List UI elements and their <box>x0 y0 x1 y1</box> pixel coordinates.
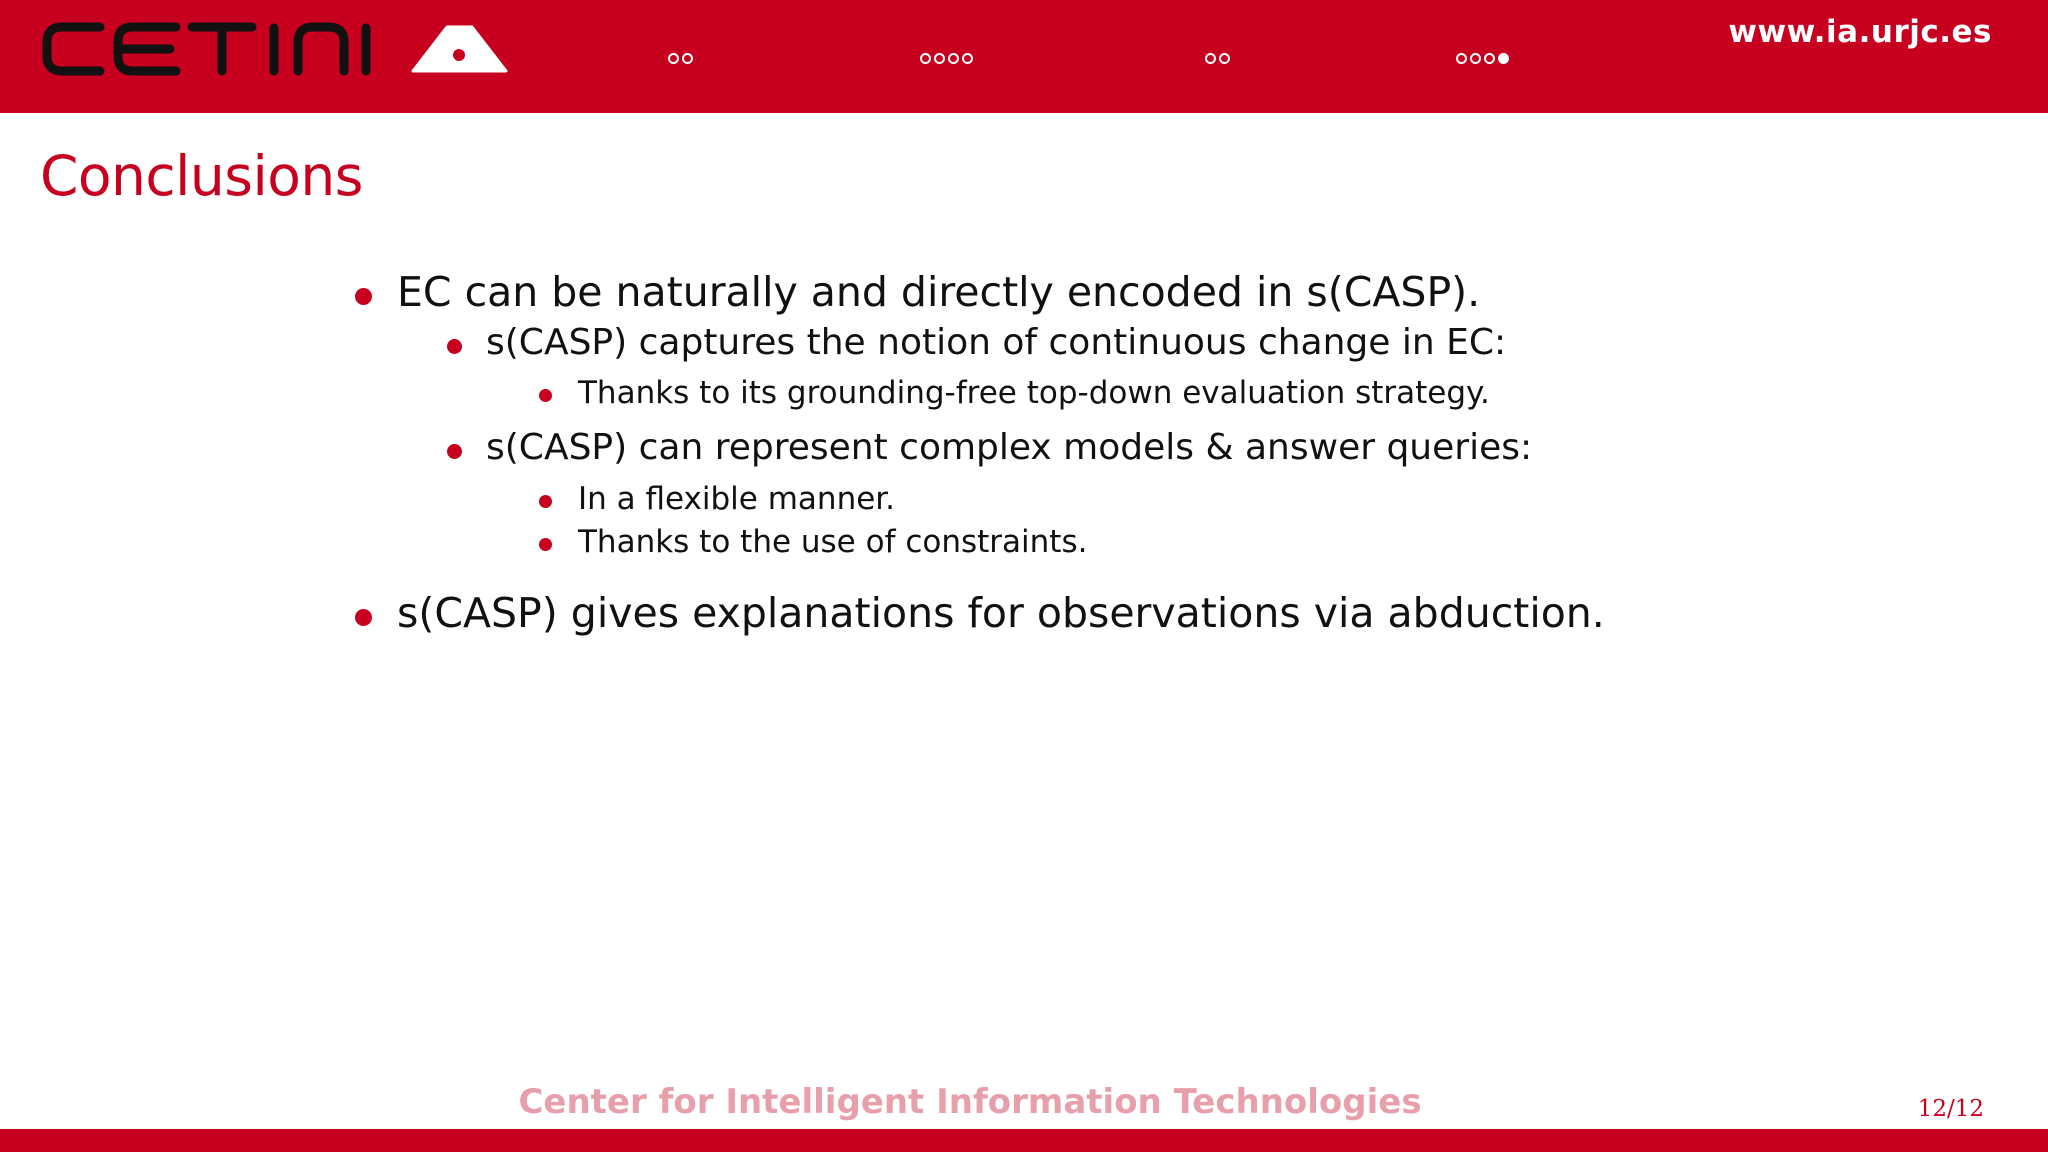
site-url: www.ia.urjc.es <box>1728 14 1992 50</box>
bullet-text-level-1: EC can be naturally and directly encoded in s(CASP). <box>397 268 1481 316</box>
bullet-marker-level-3 <box>539 389 552 402</box>
bullet-text-level-3: Thanks to its grounding-free top-down evaluation strategy. <box>578 375 1490 411</box>
bullet-marker-level-2 <box>447 339 462 354</box>
bullet-text-level-3: In a flexible manner. <box>578 481 896 517</box>
page-number: 12/12 <box>1917 1096 1984 1122</box>
bullet-marker-level-3 <box>539 538 552 551</box>
bullet-text-level-1: s(CASP) gives explanations for observations via abduction. <box>397 589 1605 637</box>
bullet-marker-level-1 <box>355 288 372 305</box>
bullet-marker-level-1 <box>355 609 372 626</box>
bullet-marker-level-2 <box>447 444 462 459</box>
bullet-marker-level-3 <box>539 495 552 508</box>
footer-title: Center for Intelligent Information Technologies <box>518 1082 1422 1122</box>
bullet-text-level-3: Thanks to the use of constraints. <box>578 524 1088 560</box>
bullet-text-level-2: s(CASP) can represent complex models & answer queries: <box>486 427 1533 468</box>
slide-title: Conclusions <box>40 144 363 208</box>
bullet-text-level-2: s(CASP) captures the notion of continuous change in EC: <box>486 322 1507 363</box>
footer-bar <box>0 1129 2048 1152</box>
